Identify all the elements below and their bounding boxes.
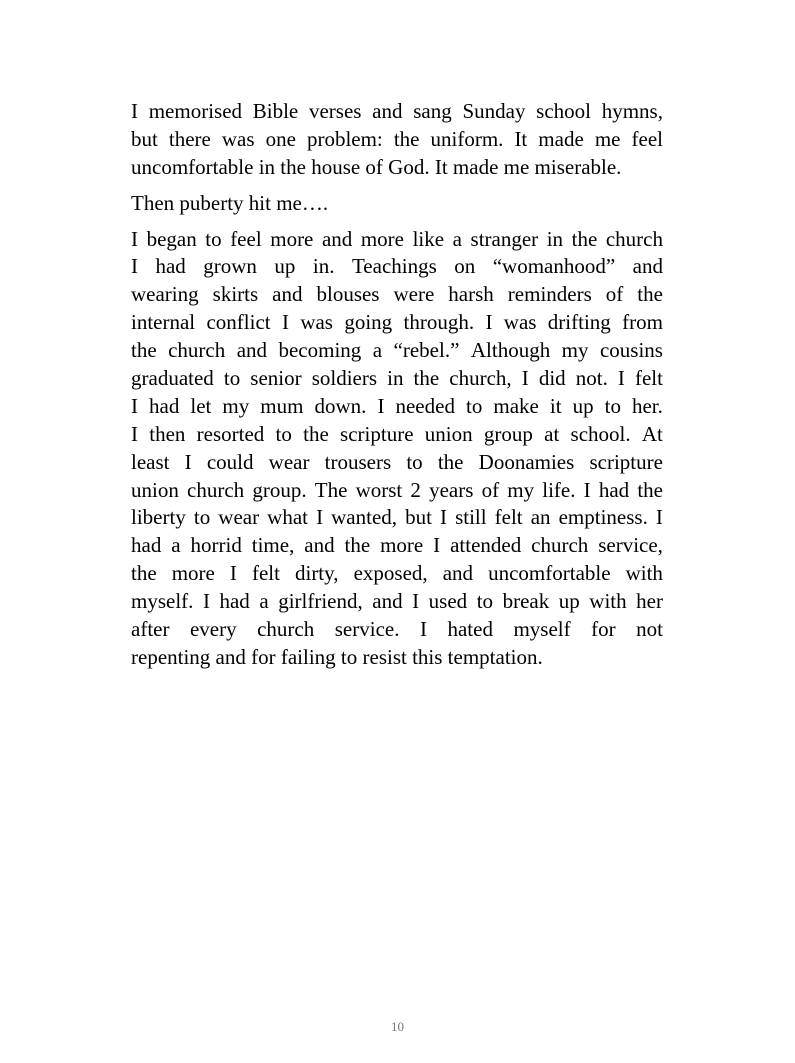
word: and [236,338,268,363]
word: and [372,589,403,614]
word: trousers [324,449,392,474]
word: wear [218,505,260,530]
word: worst [355,477,403,502]
word: the [303,421,329,446]
word: her. [631,393,663,418]
word: her [636,589,663,614]
word: with [589,589,627,614]
word: made [538,126,584,151]
word: memorised [148,99,243,123]
word: and [632,254,663,279]
word: up [274,254,296,279]
word: my [507,477,535,502]
word: feel [631,126,663,151]
word: I [521,366,529,391]
word: the [571,226,598,251]
text-line: uncomfortable in the house of God. It made me miserable. [131,154,622,179]
word: I [485,310,493,335]
word: had [155,254,186,279]
word: attended [450,533,522,558]
word: grown [203,254,257,279]
word: but [405,505,432,530]
word: becoming [278,338,362,363]
word: school [536,99,591,123]
word: graduated [131,366,214,391]
word: internal [131,310,196,335]
word: were [393,282,435,307]
word: felt [251,561,280,586]
word: I [655,505,663,530]
word: in [546,226,564,251]
word: hated [447,617,493,642]
word: service, [598,533,663,558]
word: years [429,477,474,502]
word: “rebel.” [393,338,460,363]
word: more [171,561,215,586]
word: was [221,126,255,151]
word: I [184,449,192,474]
text-line [131,421,663,449]
word: emptiness. [558,505,648,530]
word: felt [494,505,523,530]
word: school. [570,421,631,446]
word: what [267,505,308,530]
word: church [531,533,589,558]
word: used [428,589,468,614]
text-line [131,365,663,393]
word: blouses [316,282,380,307]
word: myself. [131,589,194,614]
word: make [493,393,539,418]
word: 2 [410,477,421,502]
word: to [406,449,423,474]
word: union [424,421,473,446]
word: myself [513,617,571,642]
word: more [380,533,424,558]
word: I [131,421,138,446]
word: of [481,477,500,502]
word: soldiers [311,366,378,391]
word: Although [470,338,551,363]
word: Bible [252,99,299,123]
word: not. [575,366,608,391]
text-line [131,532,663,560]
text-line [131,226,663,254]
word: skirts [212,282,259,307]
word: church [605,226,663,251]
word: but [131,126,158,151]
word: a [372,338,383,363]
word: break [502,589,550,614]
word: scripture [589,449,663,474]
word: sang [413,99,452,123]
word: It [514,126,528,151]
word: an [530,505,551,530]
word: uncomfortable [488,561,611,586]
text-line [131,504,663,532]
word: to [205,226,222,251]
text-line [131,588,663,616]
word: liberty [131,505,186,530]
word: to [465,393,483,418]
text-line [131,337,663,365]
word: had [149,393,180,418]
word: I [377,393,385,418]
word: and [321,226,353,251]
word: was [503,310,537,335]
word: Sunday [462,99,526,123]
word: exposed, [353,561,428,586]
word: going [344,310,393,335]
word: and [442,561,474,586]
word: church, [449,366,512,391]
word: “womanhood” [492,254,616,279]
paragraph-3 [131,226,663,672]
word: began [146,226,197,251]
word: on [454,254,476,279]
word: I [617,366,625,391]
word: I [131,393,138,418]
word: the [393,126,420,151]
text-line [131,477,663,505]
word: one [265,126,296,151]
text-line [131,281,663,309]
word: service. [334,617,400,642]
word: hymns, [601,99,663,123]
word: church [187,477,245,502]
word: I [583,477,591,502]
word: problem: [306,126,383,151]
word: dirty, [294,561,339,586]
text-line [131,253,663,281]
word: in [387,366,404,391]
text-line [131,98,663,126]
word: conflict [206,310,271,335]
word: the [344,533,371,558]
word: a [452,226,462,251]
word: in. [312,254,335,279]
word: church [257,617,315,642]
text-line [131,393,663,421]
word: the [637,282,663,307]
word: after [131,617,170,642]
word: resorted [196,421,265,446]
text-line: repenting and for failing to resist this temptation. [131,644,543,669]
word: reminders [507,282,592,307]
word: more [270,226,314,251]
word: and [372,99,403,123]
word: I [433,533,441,558]
word: I [202,589,210,614]
word: at [544,421,560,446]
word: for [591,617,616,642]
word: to [476,589,494,614]
word: every [189,617,237,642]
word: the [413,366,440,391]
word: drifting [547,310,611,335]
word: I [131,99,138,123]
word: cousins [599,338,663,363]
word: harsh [448,282,494,307]
word: Doonamies [478,449,575,474]
text-line [131,126,663,154]
word: the [131,338,157,363]
word: I [131,254,138,279]
text-line [131,309,663,337]
word: did [538,366,566,391]
word: I [229,561,237,586]
word: church [168,338,226,363]
word: I [419,617,427,642]
body-text [131,98,663,672]
word: least [131,449,170,474]
word: verses [308,99,362,123]
word: Teachings [351,254,437,279]
text-line [131,616,663,644]
word: down. [314,393,367,418]
word: senior [250,366,302,391]
word: felt [634,366,663,391]
word: to [604,393,621,418]
word: feel [230,226,262,251]
word: then [149,421,186,446]
word: wearing [131,282,199,307]
text-line [131,560,663,588]
word: like [412,226,445,251]
text-line [131,449,663,477]
word: to [275,421,292,446]
word: I [412,589,420,614]
word: I [131,226,138,251]
word: more [360,226,404,251]
word: had [598,477,630,502]
word: wanted, [331,505,398,530]
word: it [549,393,562,418]
word: mum [260,393,304,418]
word: scripture [340,421,414,446]
word: I [440,505,447,530]
word: a [171,533,181,558]
word: up [558,589,580,614]
word: had [219,589,250,614]
word: group. [252,477,307,502]
word: up [572,393,594,418]
word: wear [268,449,310,474]
word: from [622,310,663,335]
page-number: 10 [391,1019,404,1034]
text-line: Then puberty hit me…. [131,190,329,215]
word: uniform. [430,126,504,151]
word: not [636,617,663,642]
word: The [314,477,348,502]
word: with [625,561,663,586]
word: the [437,449,464,474]
word: there [168,126,211,151]
paragraph-2 [131,190,663,218]
word: let [190,393,212,418]
word: of [605,282,624,307]
word: group [483,421,533,446]
word: to [193,505,211,530]
word: to [223,366,241,391]
word: girlfriend, [278,589,363,614]
word: was [300,310,333,335]
word: the [637,477,663,502]
word: a [259,589,269,614]
word: still [455,505,487,530]
word: I [316,505,324,530]
word: had [131,533,162,558]
word: my [222,393,250,418]
paragraph-1 [131,98,663,182]
word: the [131,561,157,586]
word: me [594,126,621,151]
word: needed [395,393,455,418]
word: and [304,533,335,558]
word: and [272,282,303,307]
word: through. [403,310,475,335]
word: At [641,421,663,446]
word: could [206,449,254,474]
word: life. [542,477,576,502]
word: union [131,477,179,502]
word: stranger [470,226,539,251]
word: time, [251,533,295,558]
word: I [281,310,289,335]
word: horrid [190,533,242,558]
word: my [561,338,589,363]
